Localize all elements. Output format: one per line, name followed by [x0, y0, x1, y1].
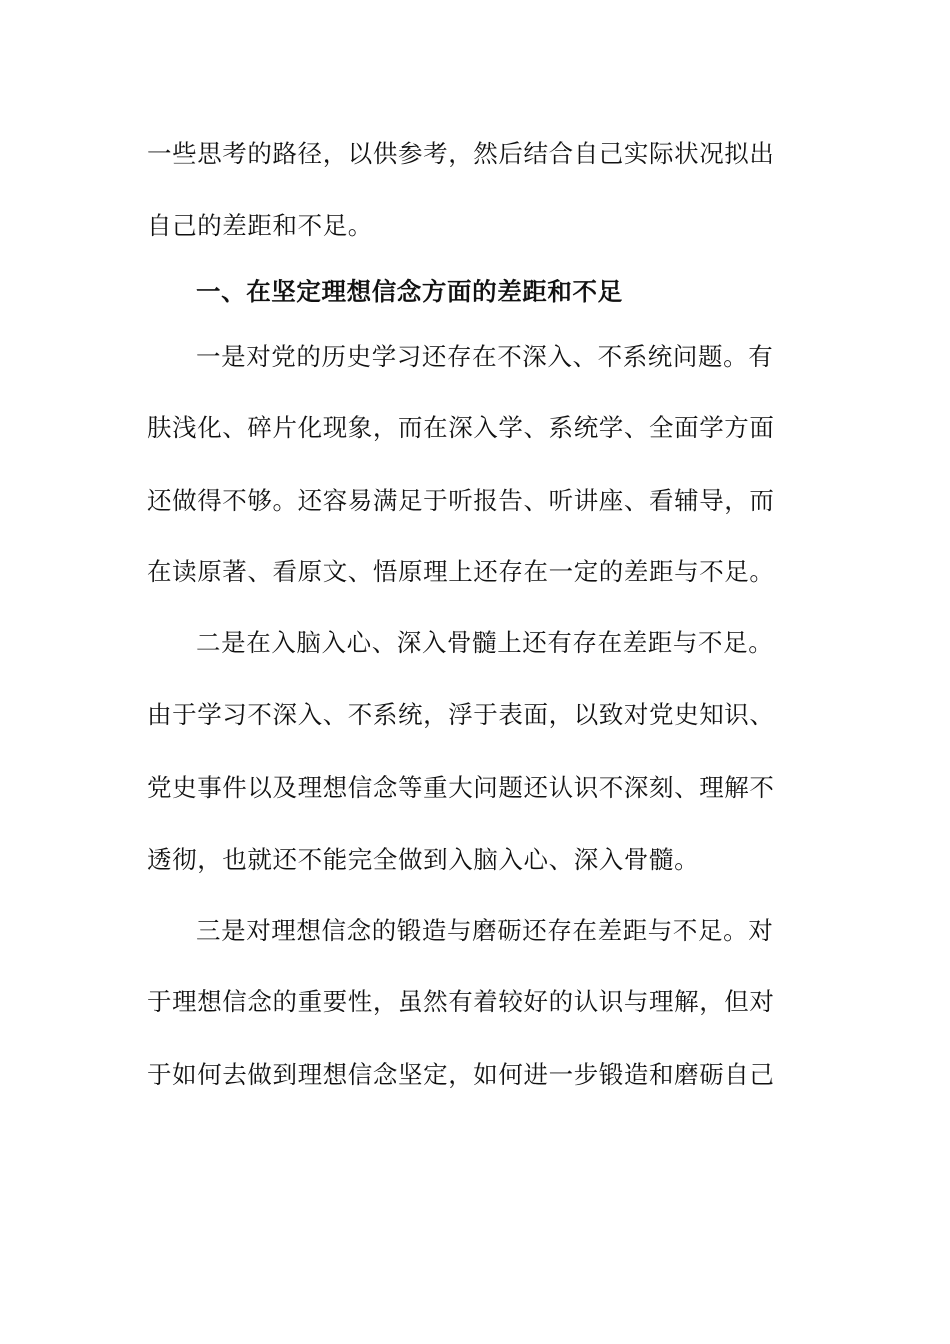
- body-text-line: 肤浅化、碎片化现象，而在深入学、系统学、全面学方面: [147, 413, 775, 442]
- body-text-line: 于理想信念的重要性，虽然有着较好的认识与理解，但对: [147, 987, 775, 1016]
- body-text-line: 还做得不够。还容易满足于听报告、听讲座、看辅导，而: [147, 486, 775, 515]
- body-text-line: 于如何去做到理想信念坚定，如何进一步锻造和磨砺自己: [147, 1060, 775, 1089]
- section-heading: 一、在坚定理想信念方面的差距和不足: [196, 277, 623, 306]
- paragraph-start-line: 一是对党的历史学习还存在不深入、不系统问题。有: [196, 342, 774, 371]
- body-text-line: 由于学习不深入、不系统，浮于表面，以致对党史知识、: [147, 700, 775, 729]
- paragraph-start-line: 二是在入脑入心、深入骨髓上还有存在差距与不足。: [196, 628, 774, 657]
- body-text-line: 自己的差距和不足。: [147, 211, 373, 240]
- paragraph-start-line: 三是对理想信念的锻造与磨砺还存在差距与不足。对: [196, 916, 774, 945]
- body-text-line: 党史事件以及理想信念等重大问题还认识不深刻、理解不: [147, 773, 775, 802]
- body-text-line: 一些思考的路径，以供参考，然后结合自己实际状况拟出: [147, 139, 775, 168]
- body-text-line: 透彻，也就还不能完全做到入脑入心、深入骨髓。: [147, 845, 700, 874]
- body-text-line: 在读原著、看原文、悟原理上还存在一定的差距与不足。: [147, 557, 775, 586]
